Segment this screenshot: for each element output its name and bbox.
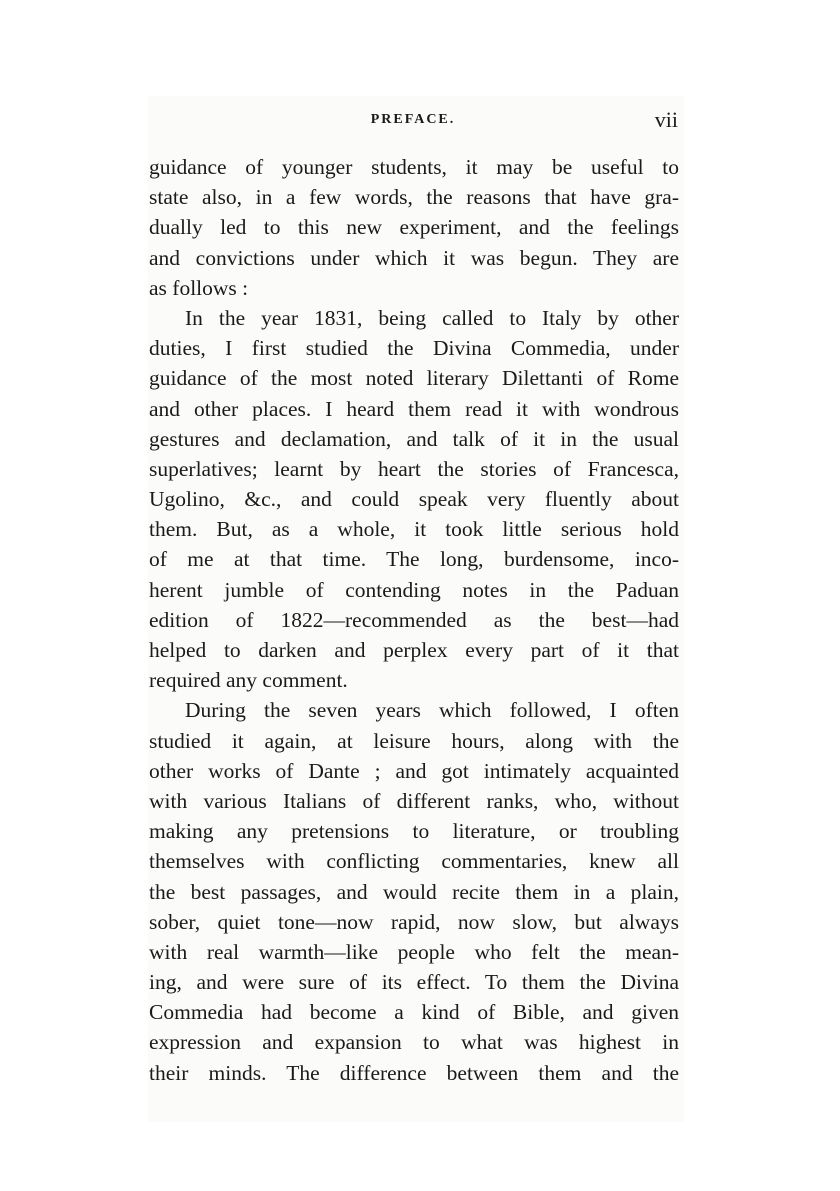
text-line: other works of Dante ; and got intimately acquainted (149, 758, 679, 783)
text-line: dually led to this new experiment, and the feelings (149, 215, 679, 240)
text-line: expression and expansion to what was highest in (149, 1030, 679, 1055)
body-text (149, 152, 679, 1088)
paragraph (149, 695, 679, 1087)
text-line: In the year 1831, being called to Italy by other (185, 305, 679, 330)
text-line: Ugolino, &c., and could speak very fluently about (149, 487, 679, 512)
text-line: helped to darken and perplex every part of it that (149, 638, 679, 662)
running-head-title: PREFACE. (370, 112, 456, 127)
text-line: state also, in a few words, the reasons that have gra- (149, 185, 679, 210)
text-line: with various Italians of different ranks, who, without (149, 788, 679, 813)
text-line: herent jumble of contending notes in the Paduan (149, 577, 679, 602)
text-line: Commedia had become a kind of Bible, and given (149, 1000, 679, 1025)
paragraph (149, 303, 679, 695)
text-line: and other places. I heard them read it with wondrous (149, 396, 679, 421)
text-line: their minds. The difference between them and the (149, 1060, 679, 1085)
text-line: required any comment. (149, 668, 348, 693)
text-line: gestures and declamation, and talk of it in the usual (149, 426, 679, 451)
text-line: as follows : (149, 275, 249, 300)
text-line: themselves with conflicting commentaries, knew all (149, 849, 679, 874)
text-line: ing, and were sure of its effect. To them the Divina (149, 970, 679, 995)
text-line: making any pretensions to literature, or troubling (149, 819, 679, 844)
text-line: them. But, as a whole, it took little serious hold (149, 517, 679, 542)
text-line: of me at that time. The long, burdensome, inco- (149, 547, 679, 572)
text-line: the best passages, and would recite them in a plain, (149, 879, 679, 904)
text-line: studied it again, at leisure hours, along with the (149, 728, 679, 753)
text-line: guidance of younger students, it may be useful to (149, 155, 679, 179)
running-head (148, 106, 678, 134)
page-number: vii (654, 107, 678, 132)
text-line: duties, I first studied the Divina Commedia, under (149, 336, 679, 361)
text-line: guidance of the most noted literary Dilettanti of Rome (149, 366, 679, 391)
text-line: edition of 1822—recommended as the best—had (149, 607, 679, 632)
text-line: superlatives; learnt by heart the stories of Francesca, (149, 456, 679, 481)
text-line: During the seven years which followed, I often (185, 698, 679, 723)
text-line: and convictions under which it was begun. They are (149, 245, 679, 270)
paragraph (149, 152, 679, 303)
text-line: with real warmth—like people who felt the mean- (149, 939, 679, 964)
text-line: sober, quiet tone—now rapid, now slow, but always (149, 909, 679, 934)
